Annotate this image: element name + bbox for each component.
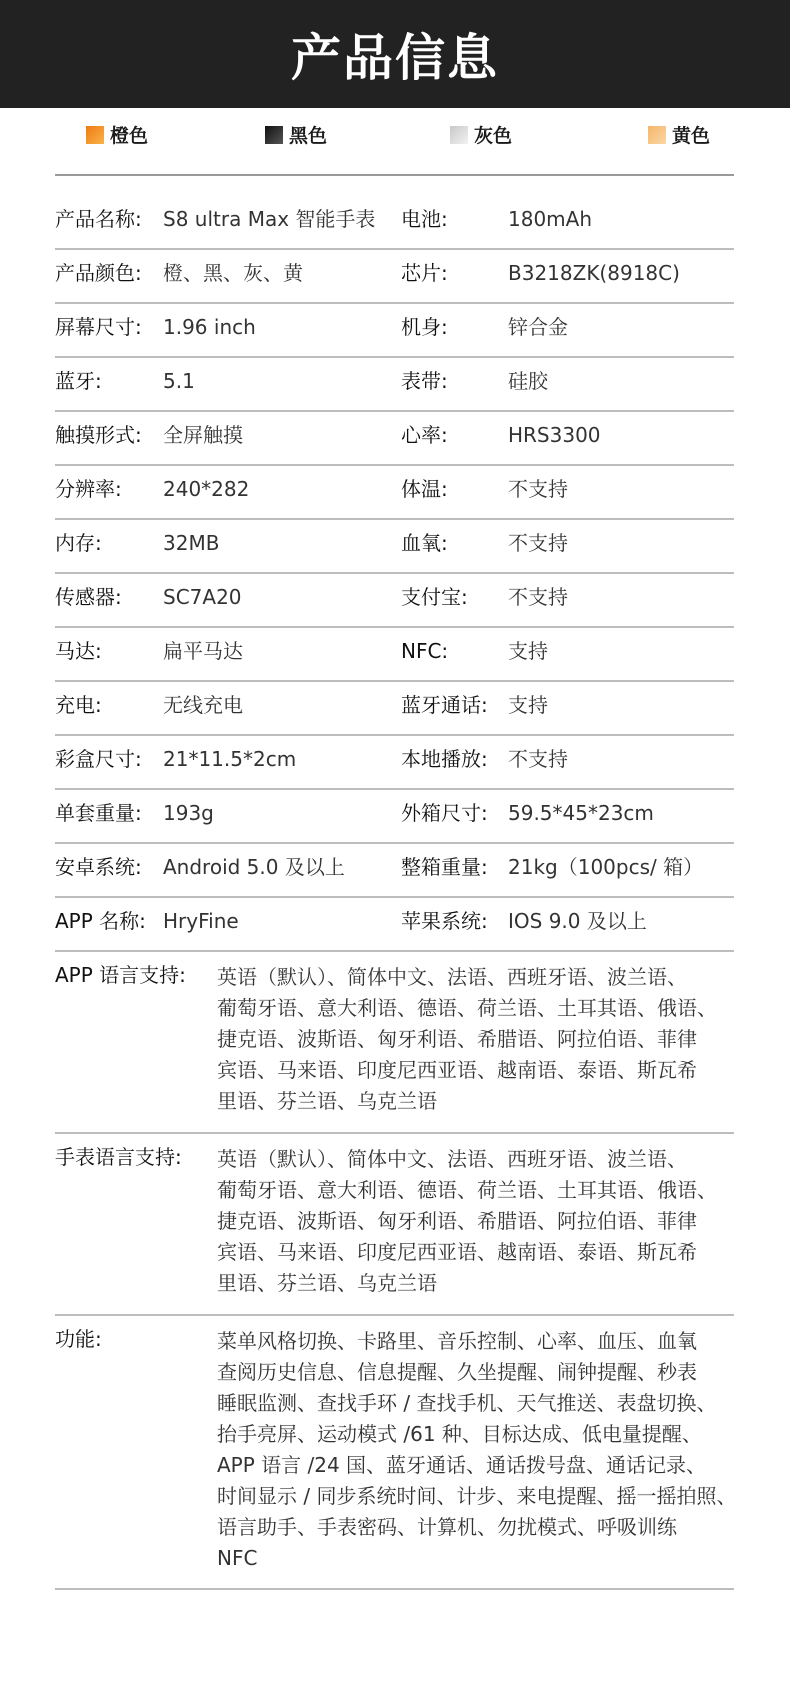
- spec-row: [55, 898, 734, 952]
- spec-value: 硅胶: [508, 369, 548, 393]
- spec-value: 240*282: [163, 477, 250, 501]
- spec-label: 血氧:: [401, 531, 448, 555]
- spec-value: 180mAh: [508, 207, 593, 231]
- spec-value: 不支持: [508, 477, 568, 501]
- functions-value: 菜单风格切换、卡路里、音乐控制、心率、血压、血氧 查阅历史信息、信息提醒、久坐提醒、闹钟提醒、秒表 睡眠监测、查找手环 / 查找手机、天气推送、表盘切换、 抬手亮屏、运动模式 /61 种、目标达成、低电量提醒、 APP 语言 /24 国、蓝牙通话、通话拨号盘、通话记录、 时间显示 / 同步系统时间、计步、来电提醒、摇一摇拍照、 语言助手、手表密码、计算机、勿扰模式、呼吸训练 NFC: [217, 1329, 737, 1570]
- black-chip-icon: [265, 126, 283, 144]
- spec-label: 安卓系统:: [55, 855, 142, 879]
- spec-value: 不支持: [508, 585, 568, 609]
- spec-value: 5.1: [163, 369, 195, 393]
- spec-label: 彩盒尺寸:: [55, 747, 142, 771]
- spec-label: 内存:: [55, 531, 102, 555]
- spec-label: 本地播放:: [401, 747, 488, 771]
- spec-row: [55, 358, 734, 412]
- color-swatches: [0, 121, 790, 149]
- spec-value: IOS 9.0 及以上: [508, 909, 647, 933]
- spec-label: 体温:: [401, 477, 448, 501]
- watch-language-value: 英语（默认）、简体中文、法语、西班牙语、波兰语、 葡萄牙语、意大利语、德语、荷兰语、土耳其语、俄语、 捷克语、波斯语、匈牙利语、希腊语、阿拉伯语、菲律 宾语、马来语、印度尼西亚语、越南语、泰语、斯瓦希 里语、芬兰语、乌克兰语: [217, 1147, 717, 1295]
- spec-value: 不支持: [508, 531, 568, 555]
- page-title: 产品信息: [291, 29, 499, 87]
- spec-value: 全屏触摸: [163, 423, 243, 447]
- spec-label: APP 名称:: [55, 909, 146, 933]
- swatch-label: 黄色: [672, 125, 711, 147]
- spec-row: [55, 844, 734, 898]
- spec-row: [55, 412, 734, 466]
- spec-row: [55, 304, 734, 358]
- spec-value: HryFine: [163, 909, 239, 933]
- swatch-label: 灰色: [474, 125, 513, 147]
- watch-language-label: 手表语言支持:: [55, 1145, 182, 1169]
- swatch-label: 橙色: [110, 125, 149, 147]
- spec-value: 支持: [508, 639, 548, 663]
- swatch-label: 黑色: [289, 125, 328, 147]
- spec-label: 外箱尺寸:: [401, 801, 488, 825]
- swatch-black: [265, 121, 327, 148]
- spec-label: 苹果系统:: [401, 909, 488, 933]
- spec-label: 芯片:: [401, 261, 448, 285]
- app-language-value: 英语（默认）、简体中文、法语、西班牙语、波兰语、 葡萄牙语、意大利语、德语、荷兰语、土耳其语、俄语、 捷克语、波斯语、匈牙利语、希腊语、阿拉伯语、菲律 宾语、马来语、印度尼西亚语、越南语、泰语、斯瓦希 里语、芬兰语、乌克兰语: [217, 965, 717, 1113]
- spec-row: [55, 520, 734, 574]
- functions-label: 功能:: [55, 1327, 102, 1351]
- app-language-label: APP 语言支持:: [55, 963, 186, 987]
- swatch-yellow: [648, 121, 710, 148]
- swatch-gray: [450, 121, 512, 148]
- spec-value: 21*11.5*2cm: [163, 747, 297, 771]
- functions-section: [55, 1316, 737, 1590]
- spec-row: [55, 682, 734, 736]
- spec-label: 触摸形式:: [55, 423, 142, 447]
- spec-value: Android 5.0 及以上: [163, 855, 345, 879]
- spec-row: [55, 466, 734, 520]
- spec-value: 无线充电: [163, 693, 243, 717]
- spec-row: [55, 736, 734, 790]
- spec-value: 扁平马达: [163, 639, 243, 663]
- spec-value: 32MB: [163, 531, 220, 555]
- gray-chip-icon: [450, 126, 468, 144]
- spec-value: SC7A20: [163, 585, 242, 609]
- spec-value: 1.96 inch: [163, 315, 256, 339]
- spec-row: [55, 628, 734, 682]
- spec-label: 心率:: [401, 423, 448, 447]
- spec-label: 分辨率:: [55, 477, 122, 501]
- spec-label: 电池:: [401, 207, 448, 231]
- spec-label: 屏幕尺寸:: [55, 315, 142, 339]
- spec-label: 支付宝:: [401, 585, 468, 609]
- spec-value: B3218ZK(8918C): [508, 261, 680, 285]
- header-banner: [0, 0, 790, 108]
- spec-row: [55, 250, 734, 304]
- spec-label: 充电:: [55, 693, 102, 717]
- spec-value: 不支持: [508, 747, 568, 771]
- spec-row: [55, 196, 734, 250]
- spec-label: 马达:: [55, 639, 102, 663]
- divider: [55, 174, 734, 176]
- spec-row: [55, 790, 734, 844]
- spec-label: 传感器:: [55, 585, 122, 609]
- spec-value: 锌合金: [508, 315, 568, 339]
- spec-label: 单套重量:: [55, 801, 142, 825]
- spec-value: 橙、黑、灰、黄: [163, 261, 303, 285]
- spec-label: 机身:: [401, 315, 448, 339]
- watch-language-section: [55, 1134, 734, 1316]
- spec-row: [55, 574, 734, 628]
- yellow-chip-icon: [648, 126, 666, 144]
- spec-label: 整箱重量:: [401, 855, 488, 879]
- orange-chip-icon: [86, 126, 104, 144]
- spec-label: NFC:: [401, 639, 449, 663]
- spec-value: S8 ultra Max 智能手表: [163, 207, 376, 231]
- spec-value: 193g: [163, 801, 214, 825]
- spec-label: 蓝牙:: [55, 369, 102, 393]
- spec-label: 产品名称:: [55, 207, 142, 231]
- spec-value: 支持: [508, 693, 548, 717]
- swatch-orange: [86, 121, 148, 148]
- spec-label: 产品颜色:: [55, 261, 142, 285]
- app-language-section: [55, 952, 734, 1134]
- spec-value: HRS3300: [508, 423, 601, 447]
- spec-value: 21kg（100pcs/ 箱）: [508, 855, 704, 879]
- divider: [55, 1588, 734, 1590]
- spec-label: 蓝牙通话:: [401, 693, 488, 717]
- spec-label: 表带:: [401, 369, 448, 393]
- spec-value: 59.5*45*23cm: [508, 801, 654, 825]
- spec-table: [55, 196, 734, 952]
